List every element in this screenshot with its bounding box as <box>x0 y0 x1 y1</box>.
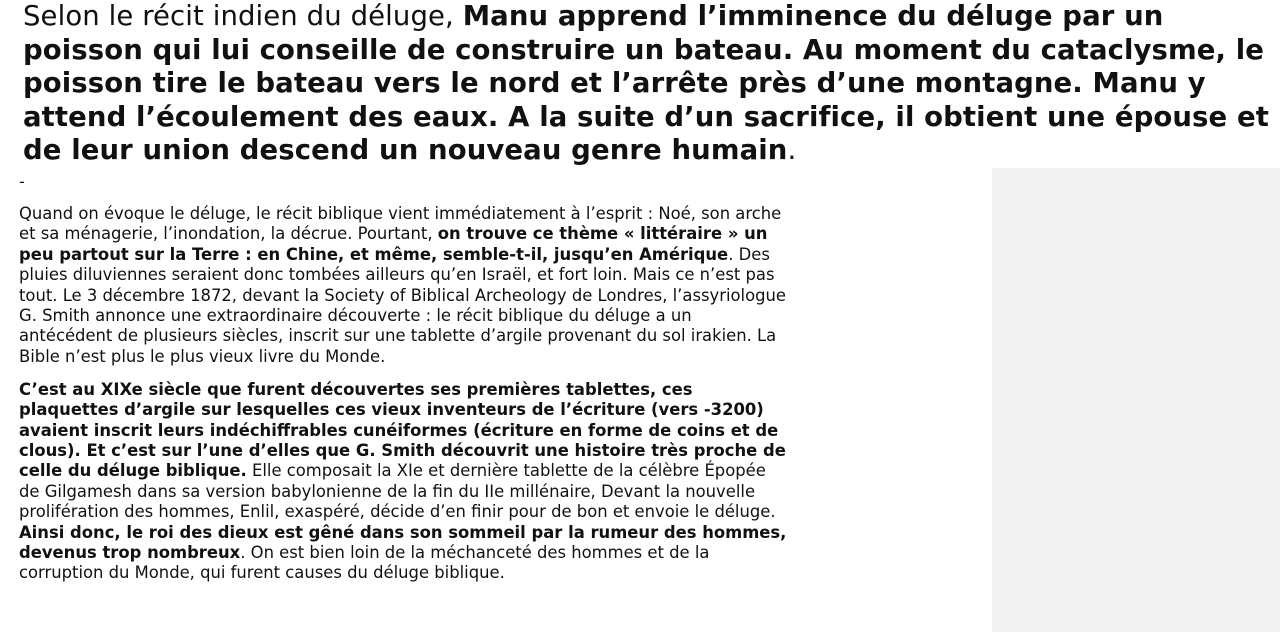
p1-bold-1: on trouve ce thème « littéraire » un peu partout sur la Terre : en Chine, et même, semble-t-il, jusqu’en Amérique <box>19 224 768 264</box>
banner-tail: . <box>787 134 797 166</box>
p2-text-2: . On est bien loin de la méchanceté des hommes et de la corruption du Monde, qui furent causes du déluge biblique. <box>19 543 710 583</box>
right-sidebar-panel <box>992 168 1280 632</box>
p2-bold-2: Ainsi donc, le roi des dieux est gêné dans son sommeil par la rumeur des hommes, devenus trop nombreux <box>19 522 787 562</box>
p1-text-2: . Des pluies diluviennes seraient donc tombées ailleurs qu’en Israël, et fort loin. Mais ce n’est pas tout. Le 3 décembre 1872, devant la Society of Biblical Archeology de Londres, l’assyriologue G. Smith annonce une extraordinaire découverte : le récit biblique du déluge a un antécédent de plusieurs siècles, inscrit sur une tablette d’argile provenant du sol irakien. La Bible n’est plus le plus vieux livre du Monde. <box>19 244 786 366</box>
banner-text <box>23 0 1278 168</box>
separator: - <box>19 172 25 191</box>
banner-lead: Selon le récit indien du déluge, <box>23 0 463 32</box>
article-body <box>19 204 789 596</box>
paragraph-1 <box>19 204 789 367</box>
quote-banner <box>0 0 1280 168</box>
p2-bold-1: C’est au XIXe siècle que furent découvertes ses premières tablettes, ces plaquettes d’argile sur lesquelles ces vieux inventeurs de l’écriture (vers -3200) avaient inscrit leurs indéchiffrables cunéiformes (écriture en forme de coins et de clous). Et c’est sur l’une d’elles que G. Smith découvrit une histoire très proche de celle du déluge biblique. <box>19 379 786 481</box>
p2-text-1: Elle composait la XIe et dernière tablette de la célèbre Épopée de Gilgamesh dans sa version babylonienne de la fin du IIe millénaire, Devant la nouvelle prolifération des hommes, Enlil, exaspéré, décide d’en finir pour de bon et envoie le déluge. <box>19 461 776 522</box>
p1-text-1: Quand on évoque le déluge, le récit biblique vient immédiatement à l’esprit : Noé, son arche et sa ménagerie, l’inondation, la décrue. Pourtant, <box>19 204 782 244</box>
banner-bold-text: Manu apprend l’imminence du déluge par un poisson qui lui conseille de construire un bateau. Au moment du cataclysme, le poisson tire le bateau vers le nord et l’arrête près d’une montagne. Manu y attend l’écoulement des eaux. A la suite d’un sacrifice, il obtient une épouse et de leur union descend un nouveau genre humain <box>23 0 1269 166</box>
paragraph-2 <box>19 380 789 584</box>
